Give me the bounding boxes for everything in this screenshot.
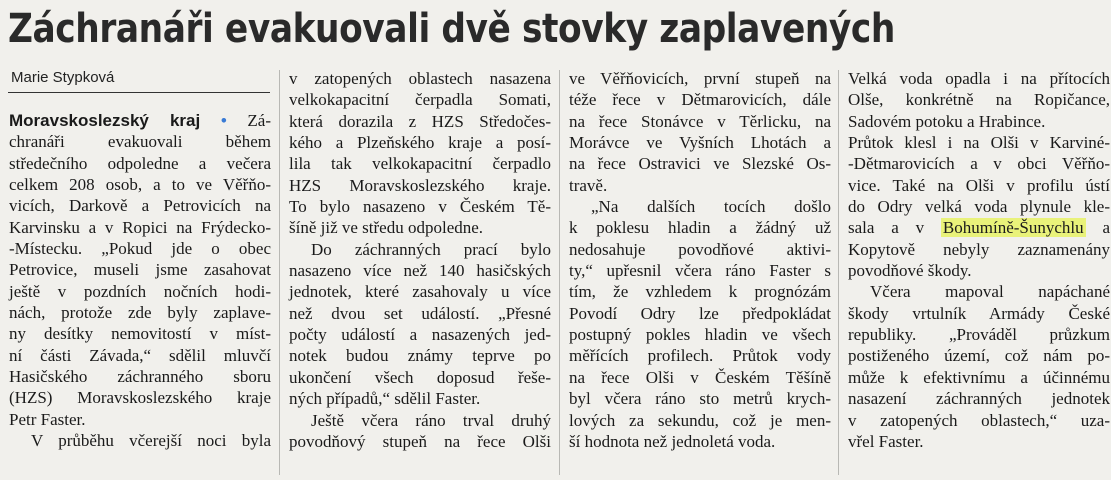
text-line: Hasičského záchranného sboru xyxy=(9,367,271,387)
text-line: Povodí Odry lze předpokládat xyxy=(569,303,831,323)
text-line: vicích, Darkově a Petrovicích na xyxy=(9,196,271,216)
column-separator xyxy=(559,70,560,475)
text-line: počty událostí a nasazených jed- xyxy=(289,325,551,345)
text-line: na řece Stonávce v Těrlicku, na xyxy=(569,111,831,131)
text-line: Petr Faster. xyxy=(9,409,86,429)
text-line: nasazení záchranných jednotek xyxy=(848,389,1110,409)
text-line: Morávce ve Vyšních Lhotách a xyxy=(569,133,831,153)
text-line: tím, že vzhledem k prognózám xyxy=(569,282,831,302)
text-line: jednotek, které zasahovaly u více xyxy=(289,282,551,302)
text-line: V průběhu včerejší noci byla xyxy=(31,431,271,451)
text-line: postiženého území, což nám po- xyxy=(848,346,1110,366)
article-column-1 xyxy=(9,110,271,452)
text-line: -Místecku. „Pokud jde o obec xyxy=(9,239,271,259)
text-line: nách, protože zde byly zaplave- xyxy=(9,303,271,323)
text-line: travě. xyxy=(569,175,608,195)
article-headline: Záchranáři evakuovali dvě stovky zaplavených xyxy=(8,6,895,52)
text-line: ných případů,“ sdělil Faster. xyxy=(289,389,481,409)
article-column-4 xyxy=(848,68,1110,452)
text-line: republiky. „Prováděl průzkum xyxy=(848,325,1110,345)
text-line: k poklesu hladin a žádný už xyxy=(569,218,831,238)
text-line: -Dětmarovicích a v obci Věřňo- xyxy=(848,154,1110,174)
text-line xyxy=(9,110,271,131)
byline-rule xyxy=(8,92,270,93)
highlighted-term: Bohumíně-Šunychlu xyxy=(942,218,1084,238)
text-line: lových za sekundu, což je men- xyxy=(569,410,831,430)
text-line: povodňové škody. xyxy=(848,261,972,281)
author-byline: Marie Stypková xyxy=(11,69,115,86)
text-line: vice. Také na Olši v profilu ústí xyxy=(848,175,1110,195)
text-line: na řece Ostravici ve Slezské Os- xyxy=(569,154,831,174)
text-fragment: a xyxy=(1102,218,1110,238)
text-line: téže řece v Dětmarovicích, dále xyxy=(569,90,831,110)
text-line: celkem 208 osob, a to ve Věřňo- xyxy=(9,175,271,195)
text-line: nasazeno více než 140 hasičských xyxy=(289,261,551,281)
column-separator xyxy=(838,70,839,475)
text-line: může k efektivnímu a účinnému xyxy=(848,367,1110,387)
text-line: To bylo nasazeno v Českém Tě- xyxy=(289,197,551,217)
text-line: postupný pokles hladin ve všech xyxy=(569,325,831,345)
text-line: (HZS) Moravskoslezského kraje xyxy=(9,388,271,408)
text-line: ve Věřňovicích, první stupeň na xyxy=(569,69,831,88)
text-line: Včera mapoval napáchané xyxy=(870,282,1110,302)
text-line: lila tak velkokapacitní čerpadlo xyxy=(289,154,551,174)
text-line: kého a Plzeňského kraje a posí- xyxy=(289,133,551,153)
text-line: Sadovém potoku a Hrabince. xyxy=(848,111,1046,131)
text-line: Průtok klesl i na Olši v Karviné- xyxy=(848,133,1110,153)
text-line: na řece Olši v Českém Těšíně xyxy=(569,367,831,387)
text-line: ny desítky nemovitostí v míst- xyxy=(9,324,271,344)
text-line: Karvinsku a v Ropici na Frýdecko- xyxy=(9,217,271,237)
article-column-3 xyxy=(569,68,831,452)
text-line: ší hodnota než jednoletá voda. xyxy=(569,431,776,451)
article-column-2 xyxy=(289,68,551,452)
text-line: ní části Závada,“ sdělil mluvčí xyxy=(9,345,271,365)
text-line: Kopytově nebyly zaznamenány xyxy=(848,239,1110,259)
text-line: chranáři evakuovali během xyxy=(9,132,271,152)
text-line: škody vrtulník Armády České xyxy=(848,303,1110,323)
text-line: v zatopených oblastech nasazena xyxy=(289,69,551,88)
text-line xyxy=(848,217,1110,238)
text-line: do Odry velká voda plynule kle- xyxy=(848,197,1110,217)
text-line: ukončení všech doposud řeše- xyxy=(289,367,551,387)
text-line: Petrovice, museli jsme zasahovat xyxy=(9,260,271,280)
text-line: povodňový stupeň na řece Olši xyxy=(289,431,551,451)
text-line: Olše, konkrétně na Ropičance, xyxy=(848,90,1110,110)
text-line: ještě v pozdních nočních hodi- xyxy=(9,281,271,301)
text-line: šíně již ve středu odpoledne. xyxy=(289,218,484,238)
text-line: HZS Moravskoslezského kraje. xyxy=(289,175,551,195)
text-line: v zatopených oblastech,“ uza- xyxy=(848,410,1110,430)
text-line: Velká voda opadla i na přítocích xyxy=(848,69,1110,88)
text-line: Do záchranných prací bylo xyxy=(311,239,551,259)
text-line: nedosahuje povodňové aktivi- xyxy=(569,239,831,259)
text-line: byl včera ráno sto metrů krych- xyxy=(569,389,831,409)
text-line: měřících profilech. Průtok vody xyxy=(569,346,831,366)
text-fragment: sala a v xyxy=(848,218,925,238)
text-line: vřel Faster. xyxy=(848,431,924,451)
kicker: Moravskoslezský kraj xyxy=(9,111,201,130)
text-line: Ještě včera ráno trval druhý xyxy=(311,410,551,430)
text-fragment: Zá- xyxy=(247,111,271,130)
text-line: notek budou známy teprve po xyxy=(289,346,551,366)
text-line: velkokapacitní čerpadla Somati, xyxy=(289,90,551,110)
text-line: než dvou set událostí. „Přesné xyxy=(289,303,551,323)
column-separator xyxy=(279,70,280,475)
text-line: středečního odpoledne a večera xyxy=(9,153,271,173)
text-line: ty,“ upřesnil včera ráno Faster s xyxy=(569,261,831,281)
text-line: „Na dalších tocích došlo xyxy=(591,197,831,217)
text-line: která dorazila z HZS Středočes- xyxy=(289,111,551,131)
bullet-icon: • xyxy=(220,111,227,130)
